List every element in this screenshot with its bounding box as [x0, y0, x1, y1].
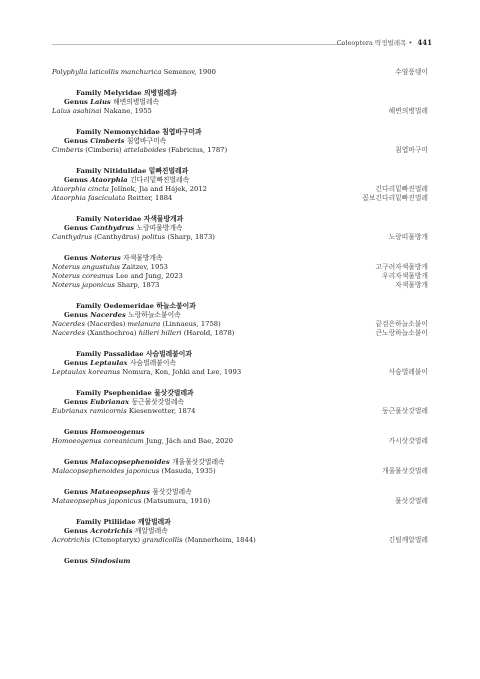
species-author: (Fabricius, 1787): [168, 146, 228, 154]
species-name: Canthydrus: [52, 233, 93, 241]
species-entry: [52, 320, 428, 329]
species-name: Laius asahinai: [52, 107, 102, 115]
genus-prefix: Genus: [64, 428, 88, 436]
species-author: (Mannerheim, 1844): [184, 536, 256, 544]
genus-korean: 둥근물삿갓벌레속: [131, 398, 184, 406]
species-entry: [52, 263, 428, 272]
species-name: Polyphylla laticollis manchurica: [52, 68, 162, 76]
family-heading: [52, 167, 428, 176]
species-author: (Harold, 1878): [183, 329, 235, 337]
species-entry: [52, 368, 428, 377]
genus-prefix: Genus: [64, 557, 88, 565]
korean-name: 긴털깨알벌레: [388, 536, 428, 544]
genus-name: Mataeopsephus: [90, 488, 150, 496]
genus-heading: [52, 359, 428, 368]
family-korean: 하늘소붙이과: [156, 302, 196, 310]
genus-korean: 침엽바구미속: [126, 137, 167, 145]
species-author: (Matsumura, 1916): [143, 497, 211, 505]
korean-name: 가시삿갓벌레: [388, 437, 428, 445]
genus-heading: [52, 488, 428, 497]
genus-name: Leptaulax: [90, 359, 128, 367]
genus-korean: 해변의병벌레속: [113, 98, 160, 106]
genus-korean: 개울물삿갓벌레속: [172, 458, 225, 466]
family-label: Family Oedemeridae: [76, 302, 155, 310]
genus-name: Noterus: [90, 254, 121, 262]
species-author: Semenov, 1900: [163, 68, 216, 76]
genus-heading: [52, 254, 428, 263]
page-number: 441: [417, 38, 432, 47]
genus-korean: 노랑하늘소붙이속: [128, 311, 181, 319]
species-entry: [52, 146, 428, 155]
korean-name: 긴다리밑빠진벌레: [375, 185, 428, 193]
species-name: Malacopsephenoides japonicus: [52, 467, 160, 475]
species-name: Noterus angustulus: [52, 263, 120, 271]
family-korean: 자색물방개과: [143, 215, 184, 223]
genus-heading: [52, 557, 428, 566]
family-heading: [52, 518, 428, 527]
family-label: Family Passalidae: [76, 350, 144, 358]
family-label: Family Nitidulidae: [76, 167, 147, 175]
korean-name: 수염풍뎅이: [395, 68, 428, 76]
korean-name: 자색물방개: [395, 281, 428, 289]
genus-heading: [52, 224, 428, 233]
genus-name: Malacopsephenoides: [90, 458, 170, 466]
species-author: Jelínek, Jia and Hájek, 2012: [111, 185, 207, 193]
header-text: [337, 38, 432, 47]
korean-name: 해변의병벌레: [388, 107, 428, 115]
genus-name: Nacerdes: [90, 311, 126, 319]
species-name: Nacerdes: [52, 329, 85, 337]
genus-heading: [52, 458, 428, 467]
genus-prefix: Genus: [64, 98, 88, 106]
species-author: (Sharp, 1873): [167, 233, 215, 241]
genus-heading: [52, 137, 428, 146]
family-korean: 사슴벌레붙이과: [145, 350, 192, 358]
species-entry: [52, 185, 428, 194]
species-checklist: [52, 68, 428, 566]
family-korean: 침엽바구미과: [162, 128, 202, 136]
genus-name: Cimberis: [90, 137, 125, 145]
header-title: Coleoptera 딱정벌레목: [336, 39, 407, 47]
species-epithet: hilleri hilleri: [138, 329, 182, 337]
species-entry: [52, 407, 428, 416]
genus-korean: 사슴벌레붙이속: [129, 359, 176, 367]
korean-name: 끝검은하늘소붙이: [375, 320, 428, 328]
species-entry: [52, 467, 428, 476]
family-heading: [52, 89, 428, 98]
korean-name: 개울물삿갓벌레: [382, 467, 428, 475]
genus-name: Canthydrus: [90, 224, 135, 232]
subgenus: (Xanthochroa): [87, 329, 137, 337]
genus-heading: [52, 398, 428, 407]
korean-name: 노랑띠물방개: [388, 233, 428, 241]
korean-name: 둥근물삿갓벌레: [382, 407, 428, 415]
species-author: Nakane, 1955: [103, 107, 152, 115]
family-heading: [52, 128, 428, 137]
genus-name: Ataorphia: [90, 176, 128, 184]
species-epithet: attelaboides: [123, 146, 167, 154]
korean-name: 사슴벌레붙이: [388, 368, 428, 376]
genus-prefix: Genus: [64, 359, 88, 367]
species-author: (Linnaeus, 1758): [162, 320, 221, 328]
korean-name: 우리자색물방개: [382, 272, 428, 280]
species-name: Nacerdes: [52, 320, 85, 328]
species-entry: [52, 107, 428, 116]
species-entry: [52, 497, 428, 506]
family-heading: [52, 389, 428, 398]
species-name: Acrotrichis: [52, 536, 91, 544]
genus-name: Laius: [90, 98, 111, 106]
genus-heading: [52, 311, 428, 320]
genus-prefix: Genus: [64, 398, 88, 406]
species-name: Noterus coreanus: [52, 272, 114, 280]
species-name: Leptaulax koreanus: [52, 368, 121, 376]
species-author: Sharp, 1873: [117, 281, 160, 289]
species-entry: [52, 272, 428, 281]
species-name: Noterus japonicus: [52, 281, 115, 289]
family-heading: [52, 350, 428, 359]
genus-prefix: Genus: [64, 176, 88, 184]
subgenus: (Nacerdes): [87, 320, 126, 328]
family-label: Family Melyridae: [76, 89, 142, 97]
genus-prefix: Genus: [64, 224, 88, 232]
header-bullet: •: [408, 39, 413, 47]
species-epithet: melanura: [127, 320, 161, 328]
species-entry: [52, 536, 428, 545]
korean-name: 고구려자색물방개: [375, 263, 428, 271]
family-korean: 밑빠진벌레과: [148, 167, 189, 175]
subgenus: (Canthydrus): [94, 233, 140, 241]
genus-name: Sindosium: [90, 557, 131, 565]
species-name: Ataorphia fasciculata: [52, 194, 126, 202]
genus-prefix: Genus: [64, 527, 88, 535]
running-header: [52, 38, 432, 50]
genus-heading: [52, 527, 428, 536]
genus-heading: [52, 428, 428, 437]
species-entry: [52, 281, 428, 290]
species-author: Reitter, 1884: [127, 194, 173, 202]
species-entry: [52, 194, 428, 203]
genus-prefix: Genus: [64, 458, 88, 466]
genus-name: Homoeogenus: [90, 428, 145, 436]
species-name: Mataeopsephus japonicus: [52, 497, 142, 505]
species-author: Lee and Jung, 2023: [115, 272, 183, 280]
genus-korean: 깨알벌레속: [134, 527, 168, 535]
genus-korean: 노랑띠물방개속: [136, 224, 183, 232]
species-author: Zaitzev, 1953: [122, 263, 168, 271]
family-heading: [52, 302, 428, 311]
genus-heading: [52, 98, 428, 107]
species-entry: [52, 233, 428, 242]
header-rule: [52, 44, 344, 45]
species-author: Nomura, Kon, Johki and Lee, 1993: [122, 368, 242, 376]
genus-prefix: Genus: [64, 254, 88, 262]
korean-name: 침엽바구미: [395, 146, 428, 154]
genus-prefix: Genus: [64, 137, 88, 145]
subgenus: (Ctenopteryx): [92, 536, 140, 544]
species-epithet: grandicollis: [142, 536, 183, 544]
family-korean: 깨알벌레과: [137, 518, 171, 526]
genus-name: Acrotrichis: [90, 527, 133, 535]
family-korean: 의병벌레과: [143, 89, 177, 97]
genus-korean: 긴다리밑빠진벌레속: [130, 176, 190, 184]
species-name: Cimberis: [52, 146, 84, 154]
species-author: Jung, Jäch and Bae, 2020: [146, 437, 233, 445]
genus-heading: [52, 176, 428, 185]
genus-prefix: Genus: [64, 311, 88, 319]
species-author: (Masuda, 1935): [161, 467, 216, 475]
species-name: Eubrianax ramicornis: [52, 407, 127, 415]
korean-name: 꼽보긴다리밑빠진벌레: [362, 194, 428, 202]
species-author: Kiesenwetter, 1874: [128, 407, 196, 415]
family-label: Family Noteridae: [76, 215, 142, 223]
family-label: Family Psephenidae: [76, 389, 152, 397]
korean-name: 물삿갓벌레: [395, 497, 428, 505]
genus-name: Eubrianax: [90, 398, 130, 406]
subgenus: (Cimberis): [85, 146, 122, 154]
genus-korean: 물삿갓벌레속: [152, 488, 192, 496]
species-name: Homoeogenus coreanicum: [52, 437, 144, 445]
species-entry: [52, 437, 428, 446]
korean-name: 큰노랑하늘소붙이: [375, 329, 428, 337]
genus-prefix: Genus: [64, 488, 88, 496]
species-entry: [52, 68, 428, 77]
family-korean: 물삿갓벌레과: [154, 389, 194, 397]
species-epithet: politus: [141, 233, 166, 241]
species-name: Ataorphia cincta: [52, 185, 109, 193]
family-label: Family Nemonychidae: [76, 128, 160, 136]
species-entry: [52, 329, 428, 338]
family-label: Family Ptiliidae: [76, 518, 136, 526]
family-heading: [52, 215, 428, 224]
genus-korean: 자색물방개속: [123, 254, 163, 262]
